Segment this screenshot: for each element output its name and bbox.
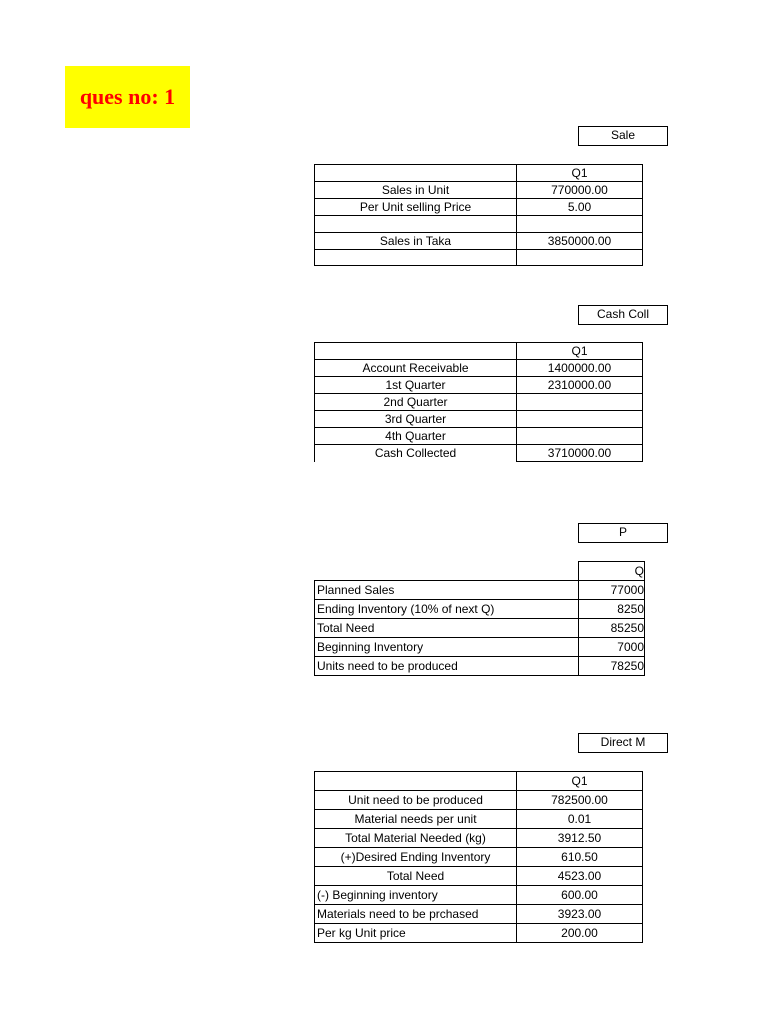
table-row: [315, 848, 643, 867]
column-header-q1[interactable]: Q: [579, 562, 645, 581]
row-value[interactable]: 782500.00: [517, 791, 643, 810]
sales-budget-title[interactable]: [578, 126, 668, 146]
row-label[interactable]: [315, 249, 517, 266]
row-label[interactable]: 2nd Quarter: [315, 394, 517, 411]
table-row: [315, 562, 645, 581]
row-label[interactable]: Account Receivable: [315, 360, 517, 377]
row-label[interactable]: Unit need to be produced: [315, 791, 517, 810]
row-label[interactable]: Planned Sales: [315, 581, 579, 600]
table-row: [315, 249, 643, 266]
table-row: [315, 581, 645, 600]
row-value[interactable]: [517, 411, 643, 428]
table-row: [315, 182, 643, 199]
table-row: [315, 905, 643, 924]
row-value[interactable]: 7000: [579, 638, 645, 657]
table-row: [315, 232, 643, 249]
table-row: [315, 360, 643, 377]
row-label[interactable]: Materials need to be prchased: [315, 905, 517, 924]
row-label[interactable]: Beginning Inventory: [315, 638, 579, 657]
row-value[interactable]: [517, 428, 643, 445]
row-label[interactable]: Units need to be produced: [315, 657, 579, 676]
row-label[interactable]: Sales in Unit: [315, 182, 517, 199]
table-cell[interactable]: [315, 165, 517, 182]
cash-collection-title-text: Cash Coll: [596, 307, 650, 321]
row-label[interactable]: Sales in Taka: [315, 232, 517, 249]
table-row: [315, 638, 645, 657]
row-value[interactable]: 200.00: [517, 924, 643, 943]
direct-material-title[interactable]: [578, 733, 668, 753]
column-header-q1[interactable]: Q1: [517, 772, 643, 791]
sales-budget-title-text: Sale: [610, 128, 636, 142]
row-value[interactable]: 85250: [579, 619, 645, 638]
table-row: [315, 867, 643, 886]
row-label[interactable]: Cash Collected: [315, 445, 517, 462]
row-value[interactable]: 77000: [579, 581, 645, 600]
table-row: [315, 428, 643, 445]
row-label[interactable]: Ending Inventory (10% of next Q): [315, 600, 579, 619]
row-label[interactable]: 3rd Quarter: [315, 411, 517, 428]
table-row: [315, 924, 643, 943]
row-value[interactable]: 5.00: [517, 199, 643, 216]
row-value[interactable]: 610.50: [517, 848, 643, 867]
table-row: [315, 445, 643, 462]
table-row: [315, 216, 643, 233]
direct-material-title-text: Direct M: [600, 735, 646, 749]
table-row: [315, 810, 643, 829]
row-value[interactable]: [517, 249, 643, 266]
table-row: [315, 377, 643, 394]
table-row: [315, 657, 645, 676]
row-value[interactable]: 770000.00: [517, 182, 643, 199]
row-value[interactable]: 0.01: [517, 810, 643, 829]
row-label[interactable]: (-) Beginning inventory: [315, 886, 517, 905]
row-value[interactable]: 3912.50: [517, 829, 643, 848]
table-cell[interactable]: [315, 562, 579, 581]
cash-collection-table: [314, 342, 643, 462]
table-row: [315, 600, 645, 619]
row-label[interactable]: Per Unit selling Price: [315, 199, 517, 216]
row-label[interactable]: Total Need: [315, 619, 579, 638]
row-value[interactable]: 78250: [579, 657, 645, 676]
column-header-q1[interactable]: Q1: [517, 343, 643, 360]
cash-collection-title[interactable]: [578, 305, 668, 325]
row-value[interactable]: 4523.00: [517, 867, 643, 886]
direct-material-table: [314, 771, 643, 943]
table-row: [315, 165, 643, 182]
column-header-q1[interactable]: Q1: [517, 165, 643, 182]
table-row: [315, 772, 643, 791]
row-label[interactable]: 1st Quarter: [315, 377, 517, 394]
table-row: [315, 829, 643, 848]
table-row: [315, 343, 643, 360]
row-label[interactable]: [315, 216, 517, 233]
question-label: ques no: 1: [79, 84, 176, 109]
table-row: [315, 791, 643, 810]
table-row: [315, 619, 645, 638]
row-value[interactable]: 600.00: [517, 886, 643, 905]
row-value[interactable]: 1400000.00: [517, 360, 643, 377]
table-row: [315, 886, 643, 905]
production-budget-table: [314, 561, 645, 676]
row-label[interactable]: Total Need: [315, 867, 517, 886]
row-label[interactable]: 4th Quarter: [315, 428, 517, 445]
row-value[interactable]: 3710000.00: [517, 445, 643, 462]
row-value[interactable]: [517, 216, 643, 233]
row-value[interactable]: 2310000.00: [517, 377, 643, 394]
row-value[interactable]: 8250: [579, 600, 645, 619]
table-row: [315, 199, 643, 216]
sales-budget-table: [314, 164, 643, 266]
row-value[interactable]: [517, 394, 643, 411]
row-value[interactable]: 3850000.00: [517, 232, 643, 249]
row-label[interactable]: Per kg Unit price: [315, 924, 517, 943]
row-value[interactable]: 3923.00: [517, 905, 643, 924]
table-row: [315, 411, 643, 428]
table-row: [315, 394, 643, 411]
row-label[interactable]: (+)Desired Ending Inventory: [315, 848, 517, 867]
row-label[interactable]: Total Material Needed (kg): [315, 829, 517, 848]
row-label[interactable]: Material needs per unit: [315, 810, 517, 829]
production-budget-title-text: P: [618, 525, 627, 539]
table-cell[interactable]: [315, 343, 517, 360]
production-budget-title[interactable]: [578, 523, 668, 543]
table-cell[interactable]: [315, 772, 517, 791]
